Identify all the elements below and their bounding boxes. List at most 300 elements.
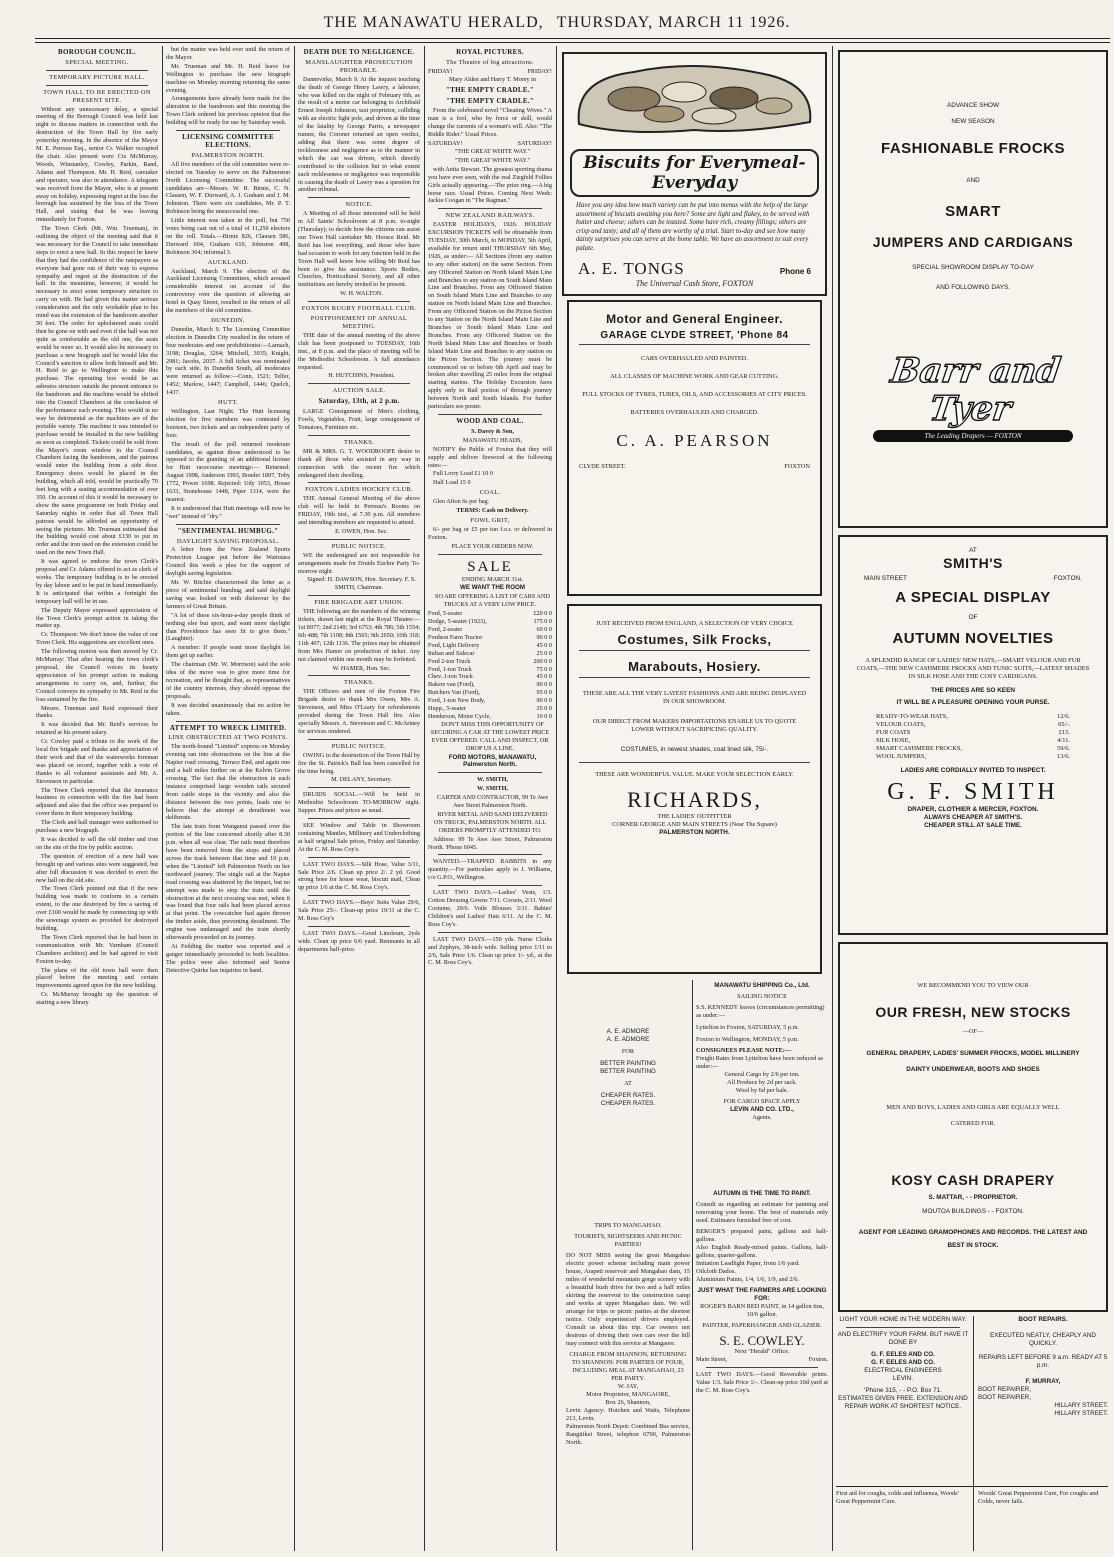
notice-text: PLACE YOUR ORDERS NOW. bbox=[451, 542, 534, 550]
ad-pearson-town: FOXTON bbox=[784, 463, 810, 470]
ad-mangahao-depot: Palmerston North Depot: Combined Bus service, Rangitikei Street, telephon 6790, Palmerston North. bbox=[566, 1423, 690, 1446]
car-price-row bbox=[428, 626, 552, 634]
subhead: SPECIAL MEETING. bbox=[65, 58, 129, 66]
ad-cowley-paint bbox=[696, 1190, 828, 1547]
ad-eeles-line: LEVIN. bbox=[893, 1375, 913, 1382]
film-title: "THE GREAT WHITE WAY." bbox=[454, 156, 531, 164]
notice-text: 6/- per bag or £5 per ton f.o.r. or delivered in Foxton. bbox=[428, 525, 552, 541]
ad-admore-name: A. E. ADMORE bbox=[606, 1028, 650, 1035]
ad-mangahao-subhead: TOURISTS, SIGHTSEERS AND PICNIC PARTIES! bbox=[574, 1233, 682, 1248]
ad-cowley-roger: ROGER'S BARN RED PAINT, in 14 gallon tins, 10/6 gallon. bbox=[700, 1303, 824, 1318]
divider bbox=[176, 524, 280, 525]
ad-smith-town: FOXTON. bbox=[1053, 575, 1082, 582]
column-rule bbox=[832, 46, 833, 1551]
divider bbox=[579, 677, 810, 678]
article-paragraph: The Town Clerk reported that the insurance business in connection with the fire had been adjusted and also that the office was prepared to cover them in their temporary building. bbox=[36, 786, 158, 818]
divider bbox=[176, 721, 280, 722]
subhead: MANSLAUGHTER PROSECUTION PROBABLE. bbox=[305, 58, 413, 74]
barr-tyer-logo bbox=[873, 352, 1073, 442]
ad-mangahao-charge: CHARGE FROM SHANNON, RETURNING TO SHANNON: FOR PARTIES OF FOUR, INCLUDING MEAL AT MANGAHAO, 23 PER PARTY. bbox=[569, 1351, 687, 1382]
divider bbox=[46, 70, 148, 71]
headline: ROYAL PICTURES. bbox=[456, 48, 524, 56]
car-name: Butchers Van (Ford), bbox=[428, 689, 480, 697]
business-name: S. Davey & Son, bbox=[471, 427, 514, 435]
ad-smith-cheaper: CHEAPER STILL AT SALE TIME. bbox=[924, 822, 1022, 829]
ad-smith-always: ALWAYS CHEAPER AT SMITH'S. bbox=[923, 814, 1023, 821]
divider bbox=[438, 854, 542, 855]
column-rule bbox=[973, 1316, 974, 1551]
smith-price-row bbox=[876, 721, 1070, 729]
article-paragraph: Dannevirke, March 9. At the inquest touching the death of George Henry Lawry, a labourer, who was killed on the night of February 6th, as the result of a motor car belonging to Archibald Ernest Joseph Johnston, taxi proprietor, colliding with an electric light pole, and driven at the time of the fatality by George Parris, a newspaper runner, the Coroner returned an open verdict, adding that there was some degree of recklessness and negligence as to the manner in which the car was driven, which directly contributed to the collision but to what extent such recklessness or negligence was responsible in causing the death of Lawry was a question for another tribunal. bbox=[298, 75, 420, 194]
notice-signature: W. HAMER, Hon. Sec. bbox=[332, 664, 391, 672]
notice-text: DRUIDS SOCIAL.—Will be held in Methodist Schoolroom TO-MORROW night. Supper. Prizes and prices as usual. bbox=[298, 791, 420, 815]
divider bbox=[308, 675, 410, 676]
article-paragraph: At Feilding the matter was reported and a ganger immediately proceeded to both localities. The police were also informed and Senior Detective Quirke has inquiries in hand. bbox=[166, 942, 290, 974]
car-name: Ford 2-ton Truck bbox=[428, 657, 471, 665]
car-price-row bbox=[428, 673, 552, 681]
article-paragraph: The plans of the old town hall were then placed before the meeting and certain improvements agreed upon for the new building. bbox=[36, 966, 158, 990]
notice-text: RIVER METAL AND SAND DELIVERED ON TRUCK, PALMERSTON NORTH. ALL ORDERS PROMPTLY ATTENDED TO. bbox=[433, 810, 548, 834]
divider bbox=[579, 650, 810, 651]
car-price: 200 0 0 bbox=[533, 657, 552, 665]
subhead: The Theatre of big attractions. bbox=[445, 58, 535, 66]
divider bbox=[438, 554, 542, 555]
ad-boots-role: BOOT REPAIRER, bbox=[978, 1386, 1031, 1393]
subhead: NOTICE. bbox=[345, 201, 373, 209]
article-paragraph: The question of erection of a new hall was brought up and various sites were suggested, but after full discussion it was decided to erect the new hall on the old site. bbox=[36, 852, 158, 884]
notice-text: LARGE Consignment of Men's clothing, Fowls, Vegetables, Fruit, large consignment of Tomatoes, Furniture etc. bbox=[298, 408, 420, 431]
divider bbox=[308, 787, 410, 788]
car-price-row bbox=[428, 658, 552, 666]
ad-richards-headline: Marabouts, Hosiery. bbox=[628, 659, 761, 674]
ad-pearson-line: FULL STOCKS OF TYRES, TUBES, OILS, AND ACCESSORIES AT CITY PRICES. bbox=[582, 391, 807, 398]
article-paragraph: It was decided that Mr. Reid's services be retained at his present salary. bbox=[36, 721, 158, 737]
notice-text: A Meeting of all those interested will be held in All Saints' Schoolroom at 8 p.m. to-night (Thursday); to decide how the citizens can assist our Town Hall caretaker Mr. Horace Reid. Mr Reid has lost everything, and those who have had occasion to work for any function held in the Town Hall well know how willing Mr Reid has been to give his assistance. Sports Bodies, Churches, Horticultural Society, and all other institutions are hereby invited to be present. bbox=[298, 210, 420, 289]
notice-text: EASTER HOLIDAYS, 1926. HOLIDAY EXCURSION TICKETS will be obtainable from TUESDAY, 30th March, to MONDAY, 5th April, available for return until THURSDAY 6th May, 1926, as under:— All Sections (from any station to any other station) on the same Section. From any Officered Station on North Island Main Line and Branches to any station on South Island Main Line and Branches. From any Officered Station on South Island Main Line and Branches to any station on North Island Main Line and Branches. From any Officered Station on the Picton Section to any Station on the North Island Main Line and Branches or South Island Main Line and Branches. From any Officered Station on the North Island Main Line and Branches or South Island Main Line and Branches to any station on the Picton Section. The journey must be commenced on or before 6th April and may be broken after travelling 25 miles from the original starting station. The Holiday Excursion fares apply only to Rail portion of through journey between North and South Islands. For further particulars see poster. bbox=[428, 221, 552, 411]
car-price-row bbox=[428, 666, 552, 674]
ad-biscuits-phone: Phone 6 bbox=[779, 266, 811, 276]
subhead: PUBLIC NOTICE. bbox=[331, 742, 387, 750]
ad-smith-prices: THE PRICES ARE SO KEEN bbox=[931, 687, 1015, 694]
subhead: NEW ZEALAND RAILWAYS. bbox=[445, 212, 535, 220]
article-paragraph: Mr. W. Ritchie characterised the letter as a piece of sentimental humbug, and said daylight saving was looked on with disfavour by the farmers of Great Britain. bbox=[166, 579, 290, 610]
car-price-row bbox=[428, 681, 552, 689]
ad-smith-price-list bbox=[876, 713, 1070, 761]
ad-frocks-and: AND bbox=[966, 177, 980, 184]
film-title: "THE GREAT WHITE WAY." bbox=[454, 147, 531, 155]
rate-line: Half Load 15 0 bbox=[433, 479, 471, 487]
ad-cowley-body: Consult us regarding an estimate for painting and renovating your home. The best of materials only used. Estimates furnished free of cost. bbox=[696, 1201, 828, 1224]
article-paragraph: The Town Clerk (Mr. Wm. Trueman), in outlining the object of the meeting said that it was necessary for the Council to take immediate steps to erect a new hall. In this respect he knew that they had the confidence of the ratepayers as everyone had gone out of their way to express sympathy and regret at the destruction of the hall. In the meantime, however, it would be necessary to erect some temporary structure to carry on with. He had given this matter serious consideration and the only workable plan to his mind was the extension of the bandroom another 50 feet. The order for upholstered seats could then be gone on with and even if the hall was not quite as comfortable as the old one, the seats would be more so. It would also be necessary to purchase a new biograph and he would like the Council's sanction to allow both himself and Mr. H. Reid to go to Wellington to make this purchase. The operating box would be an asbestos structure outside the present entrance to the bandroom and the machine would be shifted into the Council Chambers at the conclusion of the performance each evening. This would in no way be detrimental as the machines are of the portable variety. The machine it was intended to purchase would be installed in the new building as soon as completed. Tickets could be sold from the Mayor's room window in the Council Chambers facing the bandroom, and the patrons would enter the building from a side door. Emergency doors would be placed in the building, which all told, would be practically 70 feet long with a seating accommodation of over 350. On account of this it would be necessary to show the same programme on both Friday and Saturday nights in order that all Town Hall patrons would be afforded an opportunity of seeing the pictures. Mr. Trueman estimated that the building would cost about £130 to put in order and the iron used on the extension could be used on the new Town Hall. bbox=[36, 225, 158, 557]
car-price: 35 0 0 bbox=[536, 705, 552, 713]
ad-kosy-proprietor: S. MATTAR, - - PROPRIETOR. bbox=[928, 1194, 1018, 1201]
subhead: PUBLIC NOTICE. bbox=[331, 542, 387, 550]
notice-text: ENDING MARCH 31st. bbox=[461, 575, 524, 583]
rate-line: Glen Afton 6s per bag. bbox=[433, 498, 490, 506]
headline: LICENSING COMMITTEE ELECTIONS. bbox=[182, 133, 274, 149]
notice-text: THE Annual General Meeting of the above club will be held in Perreau's Rooms on FRIDAY, 19th inst., at 7.30 p.m. All members and intending members are requested to attend. bbox=[298, 495, 420, 527]
ad-biscuits-name: A. E. TONGS bbox=[578, 258, 685, 278]
smith-item-price: 13/6. bbox=[1057, 753, 1070, 760]
article-paragraph: Wellington, Last Night. The Hutt licensing election for five members was contested by fourteen, two tickets and an independent party of four. bbox=[166, 407, 290, 439]
ad-shipping-heading: MANAWATU SHIPPING Co., Ltd. bbox=[714, 982, 810, 989]
terms: TERMS: Cash on Delivery. bbox=[456, 507, 529, 515]
notice-text: From the celebrated novel "Cheating Wives." A man is a fool, who by force or skill, would change the currents of a woman's will. Also: "The Riddle Rider." Usual Prices. bbox=[428, 107, 552, 139]
article-paragraph: "A lot of these six-hour-a-day people think of nothing else but sport, and want more daylight than Providence has seen fit to give them." (Laughter). bbox=[166, 611, 290, 643]
paper-date: THURSDAY, MARCH 11 1926. bbox=[556, 14, 791, 31]
car-price: 90 0 0 bbox=[536, 681, 552, 689]
article-paragraph: Without any unnecessary delay, a special meeting of the Borough Council was held last night to discuss matters in connection with the destruction of the Town Hall by fire early yesterday morning. In the absence of the Mayor M. E. Perreau Esq., senior Cr. Walker occupied the chair. Also present were Crs McMurray, Woods, Winstanley, Cowley, Parkin, Rand, Adams and Thompson. Mr. H. Reid, caretaker and operator, was also in attendance. A telegram was received from the Mayor, who is at present away on holiday, expressing regret at the loss the borough has sustained by the loss of the Town Hall, and stating that he was leaving immediately for Foxton. bbox=[36, 105, 158, 224]
divider bbox=[308, 197, 410, 198]
article-paragraph: It was decided to sell the old timber and iron on the site of the fire by public auction. bbox=[36, 836, 158, 851]
ad-richards-sub: THE LADIES' OUTFITTER bbox=[657, 813, 732, 820]
divider bbox=[308, 482, 410, 483]
ad-eeles-electrical bbox=[836, 1316, 970, 1481]
ad-kosy-catered: MEN AND BOYS, LADIES AND GIRLS ARE EQUALLY WELL CATERED FOR. bbox=[886, 1104, 1060, 1127]
subhead: POSTPONEMENT OF ANNUAL MEETING. bbox=[310, 315, 408, 330]
ad-boots-street: HILLARY STREET. bbox=[1054, 1410, 1108, 1417]
ad-biscuits-body: Have you any idea how much variety can be put into menus with the help of the large assortment of biscuits awaiting you here? Some are light and flakey, to be served with butter and cheese; others can be toasted. Some have rich, creamy fillings; others are crisp and tasty; and all of them are worthy of a trial. Start to-day and see how many dainty surprises you can serve at the home table. We have an assortment to suit every palate. bbox=[576, 202, 810, 252]
car-price-row bbox=[428, 618, 552, 626]
article-paragraph: The Town Clerk pointed out that if the new building was made to conform to a certain extent, to the one destroyed by fire a saving of over £100 would be made by connecting up with the sewerage system as provided for destroyed building. bbox=[36, 885, 158, 932]
article-paragraph: Messrs. Trueman and Reid expressed their thanks. bbox=[36, 704, 158, 720]
barr-tyer-logo-text: Barr and Tyer bbox=[888, 351, 1063, 429]
footer-rule bbox=[836, 1486, 1108, 1487]
car-price: 45 0 0 bbox=[536, 673, 552, 681]
ad-boots-name: F. MURRAY, bbox=[1025, 1378, 1061, 1385]
ad-richards-name: RICHARDS, bbox=[627, 787, 762, 812]
ad-mangahao-role: Motor Proprietor, MANGAORE, bbox=[586, 1391, 670, 1398]
article-paragraph: It was decided unanimously that no action be taken. bbox=[166, 701, 290, 717]
divider bbox=[308, 383, 410, 384]
ad-eeles-line: ELECTRICAL ENGINEERS bbox=[864, 1367, 942, 1374]
car-name: Ford, 1-ton New Body, bbox=[428, 697, 486, 705]
ad-smith-pleasure: IT WILL BE A PLEASURE OPENING YOUR PURSE. bbox=[896, 699, 1050, 706]
divider bbox=[438, 772, 542, 773]
car-name: Fordson Farm Tractor bbox=[428, 633, 483, 641]
ad-shipping-rate: All Produce by 2d per sack. bbox=[727, 1079, 797, 1086]
day-label: SATURDAY! bbox=[517, 140, 552, 148]
column-rule bbox=[294, 46, 295, 1551]
column-pictures-sale bbox=[428, 46, 552, 1551]
car-price-row bbox=[428, 634, 552, 642]
ad-admore-at: AT bbox=[624, 1080, 632, 1087]
ad-biscuits-name-row bbox=[564, 259, 825, 279]
ad-smiths-autumn bbox=[838, 535, 1108, 935]
column-notices bbox=[298, 46, 420, 1551]
day-label: SATURDAY! bbox=[428, 140, 463, 148]
car-price-row bbox=[428, 705, 552, 713]
divider bbox=[308, 739, 410, 740]
ad-tongs-biscuits bbox=[562, 52, 827, 296]
ad-barr-and-tyer bbox=[838, 50, 1108, 528]
ad-richards-intro: JUST RECEIVED FROM ENGLAND, A SELECTION OF VERY CHOICE bbox=[596, 620, 793, 627]
ad-cowley-next: Next "Herald" Office. bbox=[734, 1348, 790, 1355]
ad-cowley-item: BERGER'S prepared paint, gallons and half-gallons. bbox=[696, 1228, 828, 1243]
headline: DEATH DUE TO NEGLIGENCE. bbox=[303, 48, 415, 56]
notice-text: LAST TWO DAYS.—Ladies' Vests, 1/3. Cotton Dressing Gowns 7/11. Corsets, 2/11. Wool Costume, 29/6. Voile Blouses 3/11. Babies' Children's and Ladies' Hats 6/11. At the C. M. Ross Coy's. bbox=[428, 889, 552, 928]
ad-pearson-line: BATTERIES OVERHAULED AND CHARGED. bbox=[630, 409, 759, 416]
subhead: HUTT. bbox=[218, 399, 238, 407]
ad-shipping-rate: Wool by 6d per bale. bbox=[735, 1087, 789, 1094]
smith-price-row bbox=[876, 737, 1070, 745]
smith-item-price: 12/6. bbox=[1057, 713, 1070, 720]
car-price: 175 0 0 bbox=[533, 618, 552, 626]
column-borough-council bbox=[36, 46, 158, 1551]
ad-cowley-item: Imitation Leadlight Paper, from 1/6 yard. bbox=[696, 1260, 800, 1267]
column-rule bbox=[692, 980, 693, 1550]
column-licensing bbox=[166, 46, 290, 1551]
subhead: TOWN HALL TO BE ERECTED ON PRESENT SITE. bbox=[43, 88, 151, 104]
divider bbox=[579, 344, 810, 345]
divider bbox=[846, 1327, 960, 1328]
ad-boots-street: HILLARY STREET. bbox=[1054, 1402, 1108, 1409]
business-address: MANAWATU HEADS, bbox=[462, 436, 523, 444]
ad-eeles-name: G. F. EELES AND CO. bbox=[871, 1359, 935, 1366]
car-price-row bbox=[428, 697, 552, 705]
footer-note-left: First aid for coughs, colds and influenza, Woods' Great Peppermint Cure. bbox=[836, 1490, 959, 1505]
ad-richards-line: OUR DIRECT FROM MAKERS IMPORTATIONS ENABLE US TO QUOTE LOWER WITHOUT SACRIFICING QUALITY. bbox=[592, 718, 797, 733]
ad-frocks-line: SPECIAL SHOWROOM DISPLAY TO-DAY bbox=[912, 264, 1034, 271]
ad-pearson-address bbox=[579, 463, 810, 471]
notice-signature: Signed: H. DAWSON, Hon. Secretary. F. S. SMITH, Chairman. bbox=[307, 576, 416, 592]
ad-shipping-agents: Agents. bbox=[752, 1114, 772, 1121]
smith-price-row bbox=[876, 745, 1070, 753]
notice-text: Mary Alden and Harry T. Morey in bbox=[449, 75, 536, 83]
divider bbox=[308, 895, 410, 896]
ad-boots-line: EXECUTED NEATLY, CHEAPLY AND QUICKLY. bbox=[990, 1332, 1096, 1347]
divider bbox=[308, 301, 410, 302]
article-paragraph: The north-bound "Limited" express on Monday evening ran into obstructions on the line at the Napier road crossing, Terrace End, and again one and a half miles further on at the Kelvin Grove crossing. The fact that the obstruction in each instance comprised large wooden rails secured from cattle stops in the vicinity and also the distance between the two points, leads one to believe that the attempt at derailment was deliberate. bbox=[166, 743, 290, 822]
ad-cowley-name: S. E. COWLEY. bbox=[719, 1333, 805, 1348]
ad-richards-address: CORNER GEORGE AND MAIN STREETS (Near The Square) bbox=[612, 821, 777, 828]
ad-frocks-line: NEW SEASON bbox=[951, 118, 995, 125]
divider bbox=[176, 130, 280, 131]
smith-item-price: 4/11. bbox=[1057, 737, 1070, 744]
smith-item-name: SMART CASHMERE FROCKS, bbox=[876, 745, 962, 752]
ad-shipping-rates: Freight Rates from Lyttelton have been reduced as under:— bbox=[696, 1055, 824, 1070]
barr-tyer-tagline: The Leading Drapers — FOXTON bbox=[873, 430, 1073, 442]
ad-cowley-farmers: JUST WHAT THE FARMERS ARE LOOKING FOR: bbox=[697, 1287, 827, 1302]
ad-cowley-last-days: LAST TWO DAYS.—Good Reversible prints. Value 1/3. Sale Price 1/-. Clean-up price 10d yard at the C. M. Ross Coy's. bbox=[696, 1371, 828, 1394]
ad-boots-role: BOOT REPAIRER, bbox=[978, 1394, 1031, 1401]
car-name: Ford, 5-seater bbox=[428, 610, 463, 618]
column-rule bbox=[556, 46, 557, 1551]
article-paragraph: A member: If people want more daylight let them get up earlier. bbox=[166, 644, 290, 660]
ad-pearson-garage: GARAGE CLYDE STREET, 'Phone 84 bbox=[600, 330, 789, 341]
ad-kosy-line: WE RECOMMEND YOU TO VIEW OUR bbox=[917, 982, 1029, 989]
subhead: Saturday, 13th, at 2 p.m. bbox=[318, 397, 400, 406]
masthead-rule-2 bbox=[35, 42, 1110, 43]
article-paragraph: The result of the poll returned moderate candidates, as against those understood to be opposed to the granting of an additional license for Hutt racecourse meetings:— Returned: August 1998, Anderson 1993, Bonder 1897, Toby 1772, Power 1698. Rejected: Udy 1053, House 1633, Stonehouse 1448, Piper 1314, were the nearest. bbox=[166, 440, 290, 503]
subhead: AUCKLAND. bbox=[207, 258, 249, 266]
ad-shipping-note: CONSIGNEES PLEASE NOTE:— bbox=[696, 1047, 792, 1054]
ad-richards-line: COSTUMES, in newest shades, coat lined silk, 75/-. bbox=[620, 746, 769, 753]
article-paragraph: Auckland, March 9. The election of the Auckland Licensing Committees, which aroused considerable interest on account of the controversy over the question of allowing an hotel in Quay Street, resulted in the return of all the members of the old committee. bbox=[166, 267, 290, 315]
ad-biscuits-title: Biscuits for Everymeal-Everyday bbox=[570, 149, 819, 197]
article-paragraph: Mr. Trueman and Mr. H. Reid leave for Wellington to purchase the new biograph machine on Monday morning returning the same evening. bbox=[166, 62, 290, 94]
ad-kosy-buildings: MOUTOA BUILDINGS - - FOXTON. bbox=[922, 1208, 1024, 1215]
notice-signature: W. H. WALTON. bbox=[340, 290, 383, 298]
business-name: FORD MOTORS, MANAWATU, Palmerston North. bbox=[448, 753, 537, 769]
car-price-row bbox=[428, 610, 552, 618]
masthead bbox=[0, 14, 1114, 32]
ad-shipping-rate: General Cargo by 2/6 per ton. bbox=[724, 1071, 800, 1078]
car-name: Dodge, 5-seater (1923), bbox=[428, 618, 487, 626]
ad-shipping-body: S.S. KENNEDY leaves (circumstances permitting) as under:— bbox=[696, 1004, 825, 1019]
car-name: Henderson, Motor Cycle, bbox=[428, 712, 491, 720]
ad-cowley-trade: PAINTER, PAPERHANGER AND GLAZIER. bbox=[702, 1322, 822, 1329]
subhead: FOWL GRIT, bbox=[470, 516, 510, 524]
article-paragraph: The following motion was then moved by Cr. McMurray: That after hearing the town clerk's proposal, the Council voices its hearty appreciation of his prompt action in making arrangements to carry on, and, furthur, the Council conveys its sympathy to Mr. Reid in the loss sustained by the fire. bbox=[36, 648, 158, 703]
ad-kosy-headline: OUR FRESH, NEW STOCKS bbox=[875, 1004, 1071, 1020]
car-price: 10 0 0 bbox=[536, 712, 552, 720]
subhead: TEMPORARY PICTURE HALL. bbox=[49, 73, 145, 81]
car-price: 75 0 0 bbox=[536, 665, 552, 673]
ad-kosy-agent: AGENT FOR LEADING GRAMOPHONES AND RECORDS. THE LATEST AND BEST IN STOCK. bbox=[858, 1229, 1088, 1249]
article-paragraph: Cr. Thompson: We don't know the value of our Town Clerk. His suggestions are excellent ones. bbox=[36, 631, 158, 647]
ad-mangahao-box: Box 26, Shannon, bbox=[605, 1399, 651, 1406]
ad-eeles-phone: 'Phone 315, - - P.O. Box 71. bbox=[864, 1387, 942, 1394]
car-name: Ford, 2-seater bbox=[428, 626, 463, 633]
subhead: PALMERSTON NORTH. bbox=[191, 151, 265, 159]
ad-mangahao-heading: TRIPS TO MANGAHAO. bbox=[594, 1222, 662, 1229]
article-paragraph: It was agreed to endorse the town Clerk's proposal and Cr. Adams offered to act as clerk of works. The temporary building is to be erected by day labour and to be put in hand immediately. It is anticipated that within a fortnight the temporary hall will be in use. bbox=[36, 558, 158, 605]
ad-admore-for: FOR bbox=[621, 1048, 635, 1055]
car-price: 95 0 0 bbox=[536, 689, 552, 697]
ad-mangahao-agency: Levin Agency: Hotchen and Watts, Telephone 213, Levin. bbox=[566, 1407, 690, 1422]
car-price: 90 0 0 bbox=[536, 697, 552, 705]
ad-eeles-name: G. F. EELES AND CO. bbox=[871, 1351, 935, 1358]
ad-smith-address bbox=[864, 575, 1082, 583]
notice-text: THE following are the numbers of the winning tickets, drawn last night at the Royal Theatre:— 1st 8977; 2nd 2149; 3rd 6753; 4th 786; 5th 1554; 6th 488; 7th 1108; 8th 1565; 9th 2650; 10th 318; 11th 407; 12th 1136. The prizes may be obtained from Mrs Hamer on production of ticket. Any not claimed within one month may be forfeited. bbox=[298, 608, 420, 663]
car-price: 60 0 0 bbox=[536, 626, 552, 633]
divider bbox=[308, 539, 410, 540]
ad-admore-name: A. E. ADMORE bbox=[606, 1036, 650, 1043]
subhead: FIRE BRIGADE ART UNION. bbox=[314, 599, 404, 607]
car-name: Bakers van (Ford), bbox=[428, 681, 475, 689]
ad-cowley-heading: AUTUMN IS THE TIME TO PAINT. bbox=[713, 1190, 811, 1197]
ad-kosy-cash-drapery bbox=[838, 942, 1108, 1312]
notice-signature: M. DELANY, Secretary. bbox=[331, 776, 392, 784]
ad-smith-role: DRAPER, CLOTHIER & MERCER, FOXTON. bbox=[907, 806, 1039, 813]
ad-smith-headline: A SPECIAL DISPLAY bbox=[895, 589, 1051, 606]
ad-smith-body: A SPLENDID RANGE OF LADIES' NEW HATS,—SMART VELOUR AND FUR COATS,—THE NEW CASHMERE FROCKS AND TUNIC SUITS,—LATEST SHADES IN SILK HOSE AND THE COSY CARDIGANS. bbox=[856, 657, 1090, 680]
ad-smith-invite: LADIES ARE CORDIALLY INVITED TO INSPECT. bbox=[900, 767, 1046, 774]
ad-admore-painting bbox=[566, 1028, 690, 1118]
subhead: LINE OBSTRUCTED AT TWO POINTS. bbox=[168, 734, 288, 742]
divider bbox=[438, 414, 542, 415]
article-paragraph: The Town Clerk reported that he had been in communication with Mr. Varnham (Council Chambers architect) and he had agreed to visit Foxton to-day. bbox=[36, 933, 158, 965]
car-price: 45 0 0 bbox=[536, 641, 552, 649]
article-paragraph: A letter from the New Zealand Sports Protection League put before the Waitotara Council this week a plea for the support of daylight saving legislation. bbox=[166, 546, 290, 578]
footer-note-right: Woods' Great Peppermint Cure, For coughs and Colds, never fails. bbox=[978, 1490, 1099, 1505]
ad-pearson-line: CARS OVERHAULED AND PAINTED. bbox=[641, 355, 748, 362]
car-price-row bbox=[428, 713, 552, 721]
article-paragraph: The chairman (Mr. W. Morrison) said the sole idea of the move was to give more time for recreation, and he thought that, as representatives of the country interests, they should oppose the proposals. bbox=[166, 661, 290, 700]
notice-text: LAST TWO DAYS.—150 yds. Nurse Cloths and Zephyrs, 38-inch wide. Selling price 1/11 to 2/6, Sale Price 1/6. Clean up price 1/- yd., at the C. M. Ross Coy's. bbox=[428, 935, 552, 967]
ad-richards-line: THESE ARE WONDERFUL VALUE. MAKE YOUR SELECTION EARLY. bbox=[595, 771, 794, 778]
ad-richards-headline: Costumes, Silk Frocks, bbox=[617, 632, 772, 647]
ad-cowley-town: Foxton. bbox=[808, 1356, 828, 1363]
ad-pearson-street: CLYDE STREET. bbox=[579, 463, 626, 470]
notice-text: WANTED.—TRAPPED RABBITS in any quantity.—For particulars apply to J. Williams, c/o G.P.O., Wellington. bbox=[428, 858, 552, 882]
divider bbox=[706, 1367, 818, 1368]
ad-richards-town: PALMERSTON NORTH. bbox=[659, 829, 730, 836]
ad-kosy-stock-list: GENERAL DRAPERY, LADIES' SUMMER FROCKS, MODEL MILLINERY DAINTY UNDERWEAR, BOOTS AND SHOES bbox=[866, 1050, 1080, 1073]
article-paragraph: The Clerk and hall manager were authorised to purchase a new biograph. bbox=[36, 819, 158, 835]
subhead: FOXTON RUGBY FOOTBALL CLUB. bbox=[301, 305, 417, 313]
article-paragraph: Cr. McMurray brought up the question of starting a new library bbox=[36, 991, 158, 1007]
notice-text: LAST TWO DAYS.—Good Linoleum, 2yds wide. Clean up price 6/6 yard. Remnants in all departments half-price. bbox=[298, 930, 420, 953]
article-paragraph: Cr. Cowley paid a tribute to the work of the local fire brigade and thanks and appreciation of their work and that of the waterworks foreman was placed on record, together with a vote of thanks to all volunteer assistants and Mr. A. Stevenson in particular. bbox=[36, 738, 158, 785]
ad-richards-line: THESE ARE ALL THE VERY LATEST FASHIONS AND ARE BEING DISPLAYED IN OUR SHOWROOM. bbox=[582, 690, 807, 705]
ad-smith-of: OF bbox=[968, 614, 978, 621]
divider bbox=[308, 926, 410, 927]
car-name: Indian and Sidecar bbox=[428, 649, 475, 657]
article-paragraph: Dunedin, March 9. The Licensing Committee election in Dunedin City resulted in the return of four moderates and one prohibitionist:—Larnach, 3198; Douglas, 3264; Mitchell, 3035; Knight, 2981; Jacobs, 2037. A full ticket was nominated by each side. In Dunedin South, all moderates were returned as follow:—Conn, 1521; Telfer, 1452; Marlow, 1447; Campbell, 1446; Quelch, 1437. bbox=[166, 325, 290, 397]
ad-manawatu-shipping bbox=[696, 982, 828, 1187]
car-price-row bbox=[428, 650, 552, 658]
business-name: W. SMITH, bbox=[477, 776, 508, 784]
ad-cowley-address bbox=[696, 1356, 828, 1364]
smith-item-price: 59/6. bbox=[1057, 745, 1070, 752]
ad-boot-repairs bbox=[978, 1316, 1108, 1481]
article-paragraph: The Deputy Mayor expressed appreciation of the Town Clerk's prompt action in taking the matter up. bbox=[36, 606, 158, 630]
divider bbox=[579, 762, 810, 763]
paper-name: THE MANAWATU HERALD, bbox=[323, 14, 544, 31]
subhead: AUCTION SALE. bbox=[332, 387, 386, 395]
ad-mangahao-name: W. JAY, bbox=[617, 1383, 639, 1390]
car-name: Hupp., 5-seater bbox=[428, 705, 466, 713]
ad-pearson-heading: Motor and General Engineer. bbox=[606, 312, 783, 326]
film-title: "THE EMPTY CRADLE." bbox=[445, 96, 535, 105]
business-name: W. SMITH, bbox=[477, 785, 508, 793]
ad-admore-line: BETTER PAINTING bbox=[600, 1060, 656, 1067]
ad-boots-heading: BOOT REPAIRS. bbox=[1018, 1316, 1068, 1323]
car-price-list bbox=[428, 610, 552, 721]
headline: ATTEMPT TO WRECK LIMITED. bbox=[169, 723, 287, 732]
ad-shipping-subhead: SAILING NOTICE bbox=[737, 993, 787, 1000]
car-price: £20 0 0 bbox=[533, 610, 552, 618]
smith-item-price: £15. bbox=[1058, 729, 1070, 736]
notice-text: CARTER AND CONTRACTOR, 99 Te Awe Awe Street Palmerston North. bbox=[436, 794, 549, 810]
notice-text: MR & MRS. G. T. WOODROOFE desire to thank all those who assisted in any way in connection with the recent fire which endangered their dwelling. bbox=[298, 447, 420, 479]
divider bbox=[308, 595, 410, 596]
ad-kosy-of: —OF— bbox=[962, 1028, 984, 1035]
car-price: 25 0 0 bbox=[536, 649, 552, 657]
divider bbox=[46, 85, 148, 86]
sale-title: SALE bbox=[467, 558, 513, 575]
notice-text: Address: 99 Te Awe Awe Street, Palmerston North. 'Phone 6045. bbox=[428, 835, 552, 851]
ad-eeles-line: LIGHT YOUR HOME IN THE MODERN WAY. bbox=[839, 1316, 967, 1323]
smith-price-row bbox=[876, 713, 1070, 721]
ad-eeles-line: AND ELECTRIFY YOUR FARM. BUT HAVE IT DONE BY bbox=[837, 1331, 969, 1346]
day-row bbox=[428, 140, 552, 148]
article-paragraph: The late train from Wanganui passed over the portion of the line concerned shortly after 8.30 p.m. when all was clear. The rails must therefore have been removed from the stops and placed across the track between that time and 10 p.m. when the "Limited" left Palmerston North on her northward journey. The single rail at the Napier road crossing was shattered by the impact, but no attempt was made to stop the train until the obstruction at the next crossing was met, when it was found that four rails had been placed across at that point. The cowcatcher had again thrown the timber aside, thus preventing derailment. The engine was undamaged and the train shortly afterwards proceeded on its journey. bbox=[166, 823, 290, 942]
smith-item-name: READY-TO-WEAR HATS, bbox=[876, 713, 948, 720]
notice-text: OWING to the destruction of the Town Hall by fire the St. Patrick's Ball has been cancelled for the time being. bbox=[298, 751, 420, 775]
headline: BOROUGH COUNCIL. bbox=[58, 48, 136, 56]
notice-text: LAST TWO DAYS.—Boys' Suits Value 29/6, Sale Price 25/-. Clean-up price 19/11 at the C. M. Ross Coy's bbox=[298, 899, 420, 923]
car-price: 90 0 0 bbox=[536, 633, 552, 641]
ad-shipping-space: FOR CARGO SPACE APPLY bbox=[723, 1098, 801, 1105]
subhead: DUNEDIN. bbox=[211, 317, 245, 324]
ad-pearson-line: ALL CLASSES OF MACHINE WORK AND GEAR CUTTING. bbox=[610, 373, 779, 380]
notice-text: THE Officers and men of the Foxton Fire Brigade desire to thank Mrs Owen, Mrs A. Stevenson, and Miss O'Leary for refreshments provided during the Town Hall fire. Also specially Messrs. A. Stevenson and C. McArtney for services rendered. bbox=[298, 688, 420, 735]
divider bbox=[308, 818, 410, 819]
ad-frocks-line: ADVANCE SHOW bbox=[946, 102, 1000, 109]
